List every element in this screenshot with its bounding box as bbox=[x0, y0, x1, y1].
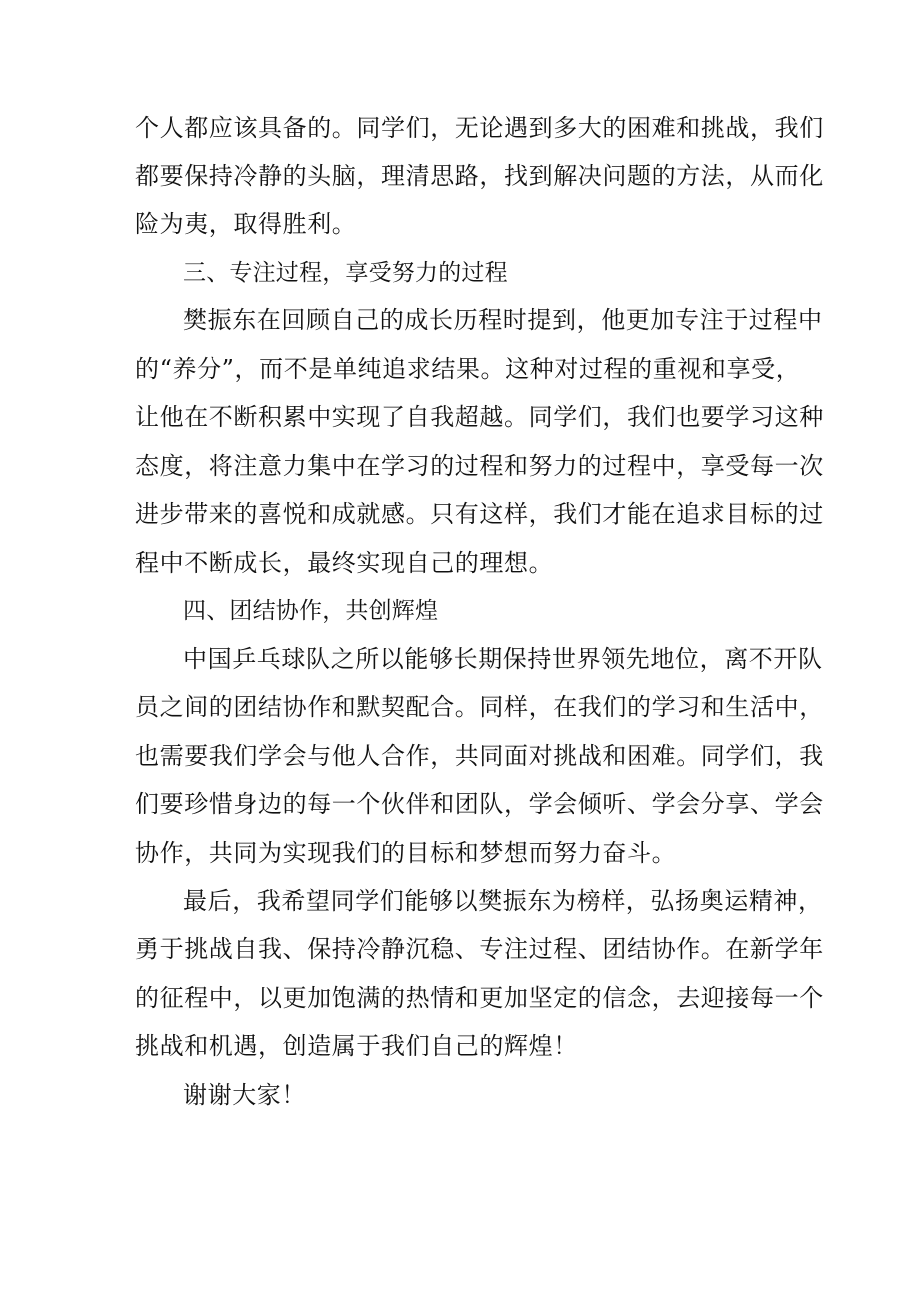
paragraph-line: 员之间的团结协作和默契配合。同样，在我们的学习和生活中， bbox=[135, 693, 824, 721]
paragraph-line: 最后，我希望同学们能够以樊振东为榜样，弘扬奥运精神， bbox=[183, 887, 823, 915]
paragraph-line: 的“养分”，而不是单纯追求结果。这种对过程的重视和享受， bbox=[135, 355, 801, 383]
section-heading: 四、团结协作，共创辉煌 bbox=[183, 598, 439, 624]
paragraph-line: 让他在不断积累中实现了自我超越。同学们，我们也要学习这种 bbox=[135, 403, 824, 431]
paragraph-line: 都要保持冷静的头脑，理清思路，找到解决问题的方法，从而化 bbox=[135, 162, 824, 190]
paragraph-line: 险为夷，取得胜利。 bbox=[135, 210, 357, 238]
paragraph-line: 也需要我们学会与他人合作，共同面对挑战和困难。同学们，我 bbox=[135, 742, 824, 770]
paragraph-line: 樊振东在回顾自己的成长历程时提到，他更加专注于过程中 bbox=[183, 306, 823, 334]
closing-line: 谢谢大家！ bbox=[183, 1081, 306, 1109]
paragraph-line: 们要珍惜身边的每一个伙伴和团队，学会倾听、学会分享、学会 bbox=[135, 790, 824, 818]
paragraph-line: 中国乒乓球队之所以能够长期保持世界领先地位，离不开队 bbox=[183, 645, 823, 673]
paragraph-line: 个人都应该具备的。同学们，无论遇到多大的困难和挑战，我们 bbox=[135, 114, 824, 142]
paragraph-line: 协作，共同为实现我们的目标和梦想而努力奋斗。 bbox=[135, 839, 677, 867]
paragraph-line: 的征程中，以更加饱满的热情和更加坚定的信念，去迎接每一个 bbox=[135, 984, 824, 1012]
section-heading: 三、专注过程，享受努力的过程 bbox=[183, 260, 508, 286]
paragraph-line: 程中不断成长，最终实现自己的理想。 bbox=[135, 549, 554, 577]
paragraph-line: 态度，将注意力集中在学习的过程和努力的过程中，享受每一次 bbox=[135, 452, 824, 480]
paragraph-line: 挑战和机遇，创造属于我们自己的辉煌！ bbox=[135, 1032, 578, 1060]
paragraph-line: 进步带来的喜悦和成就感。只有这样，我们才能在追求目标的过 bbox=[135, 500, 824, 528]
paragraph-line: 勇于挑战自我、保持冷静沉稳、专注过程、团结协作。在新学年 bbox=[135, 935, 824, 963]
